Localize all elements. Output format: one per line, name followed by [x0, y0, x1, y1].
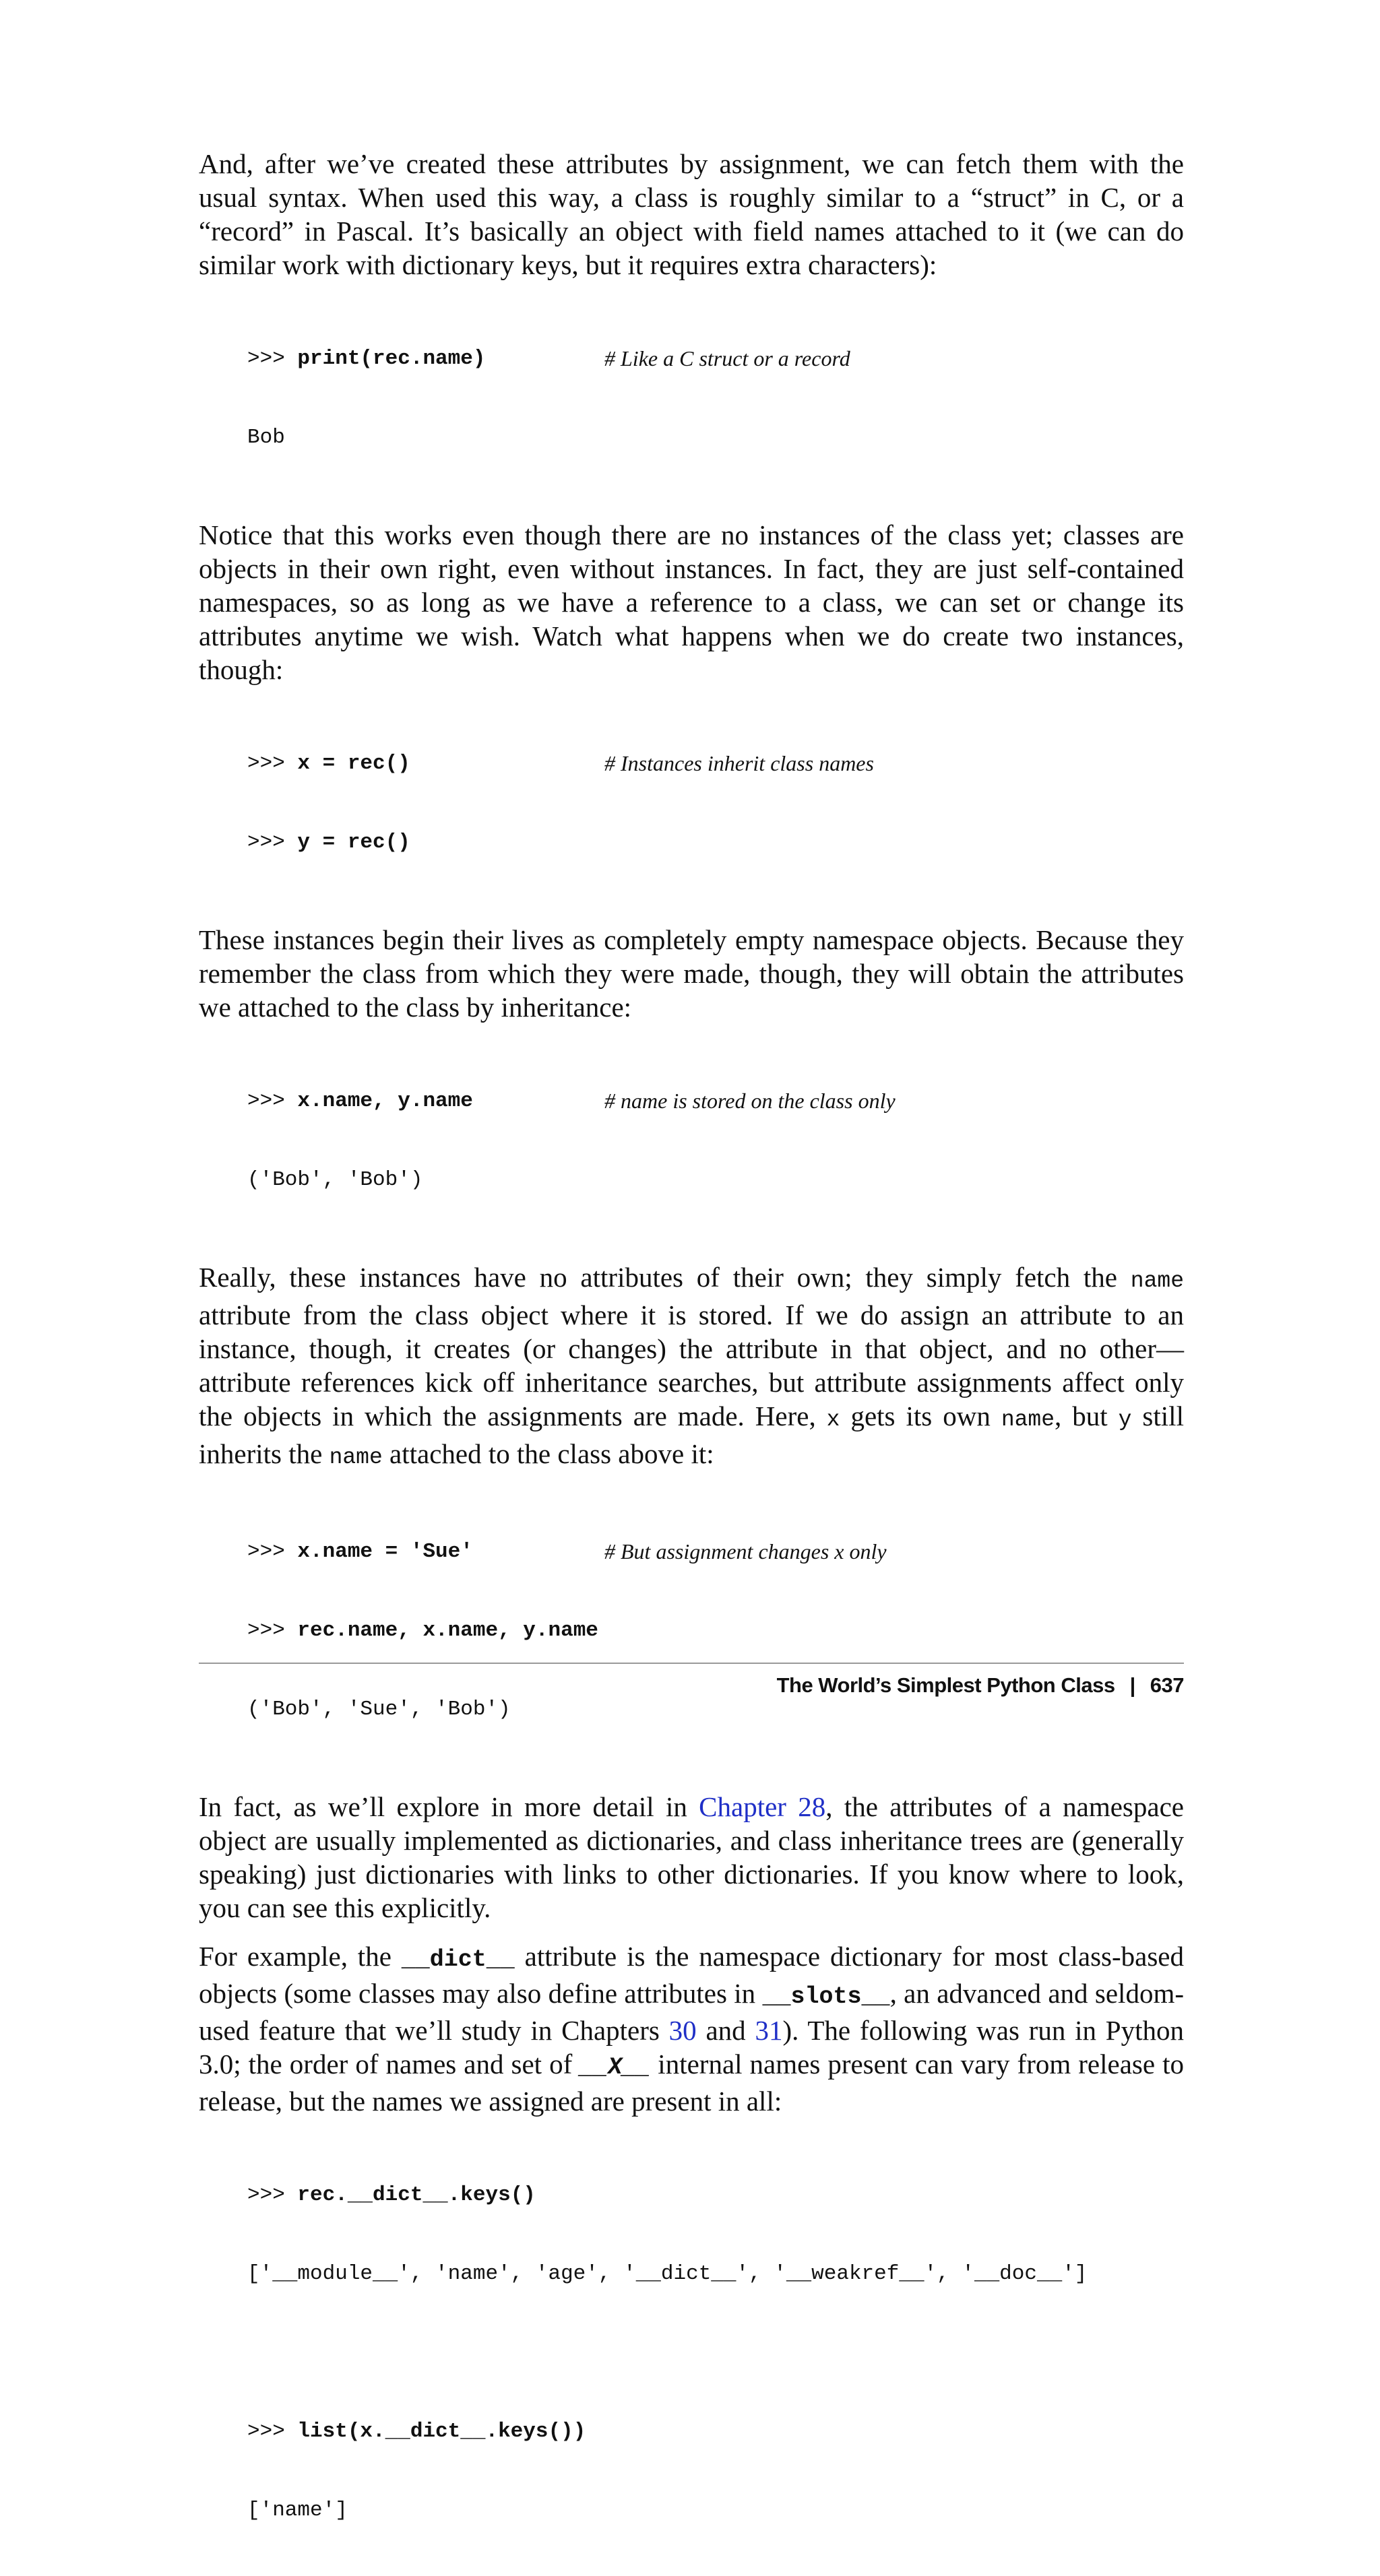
code-line: [247, 2418, 1184, 2445]
code-output: ('Bob', 'Sue', 'Bob'): [247, 1698, 511, 1721]
code-input: rec.name, x.name, y.name: [297, 1619, 598, 1642]
footer-separator: |: [1129, 1673, 1135, 1697]
code-spacer: [247, 2340, 1184, 2366]
code-prompt: >>>: [247, 831, 298, 854]
chapter-link[interactable]: 31: [755, 2015, 783, 2046]
code-prompt: >>>: [247, 752, 298, 775]
code-block: [247, 1486, 1184, 1775]
text-run: , the attributes of a namespace object are usually implemented as dictionaries, and class inheritance trees are (generally speaking) just dictionaries with links to other dictionaries. If you know where to look, you can see this explicitly.: [199, 1791, 1184, 1923]
code-comment: # Like a C struct or a record: [604, 346, 850, 371]
code-block: [247, 293, 1184, 503]
code-prompt: >>>: [247, 347, 298, 371]
code-output: ['__module__', 'name', 'age', '__dict__', '__weakref__', '__doc__']: [247, 2262, 1088, 2286]
code-output: Bob: [247, 426, 285, 449]
code-line: [247, 1539, 1184, 1565]
code-input: list(x.__dict__.keys()): [297, 2420, 586, 2443]
inline-code: name: [329, 1445, 383, 1470]
chapter-link[interactable]: 30: [668, 2015, 697, 2046]
inline-code: y: [1118, 1407, 1132, 1432]
code-prompt: >>>: [247, 2183, 298, 2207]
code-input: y = rec(): [297, 831, 410, 854]
inline-code: __X__: [579, 2054, 651, 2081]
text-run: and: [696, 2015, 755, 2046]
text-run: , but: [1055, 1400, 1119, 1431]
text-run: , an advanced and seldom-used feature that we’ll study in Chapters: [199, 1978, 1184, 2046]
code-input: x = rec(): [297, 752, 410, 775]
code-block: [247, 1035, 1184, 1246]
footer-divider: [199, 1663, 1184, 1664]
code-line: [247, 2182, 1184, 2208]
running-title: The World’s Simplest Python Class: [776, 1673, 1115, 1697]
code-line: [247, 829, 1184, 856]
code-input: x.name = 'Sue': [297, 1540, 473, 1564]
code-block: [247, 2129, 1184, 2576]
page-number: 637: [1150, 1673, 1184, 1697]
code-line: [247, 750, 1184, 777]
text-run: internal names present can vary from release to release, but the names we assigned are present in all:: [199, 2049, 1184, 2117]
code-comment: # But assignment changes x only: [604, 1539, 887, 1564]
code-comment: # Instances inherit class names: [604, 751, 874, 775]
text-run: gets its own: [840, 1400, 1001, 1431]
text-run: ). The following was run in Python 3.0; the order of names and set of: [199, 2015, 1184, 2080]
code-prompt: >>>: [247, 2420, 298, 2443]
text-run: attribute from the class object where it is stored. If we do assign an attribute to an instance, though, it creates (or changes) the attribute in that object, and no other—attribute references kick off inheritance searches, but attribute assignments affect only the objects in which the assignments are made. Here,: [199, 1299, 1184, 1431]
code-prompt: >>>: [247, 1089, 298, 1113]
code-line: [247, 346, 1184, 372]
text-run: For example, the: [199, 1941, 402, 1972]
paragraph: These instances begin their lives as completely empty namespace objects. Because they remember the class from which they were made, though, they will obtain the attributes we attached to the class by inheritance:: [199, 924, 1184, 1023]
paragraph: And, after we’ve created these attributes by assignment, we can fetch them with the usual syntax. When used this way, a class is roughly similar to a “struct” in C, or a “record” in Pascal. It’s basically an object with field names attached to it (we can do similar work with dictionary keys, but it requires extra characters):: [199, 148, 1184, 280]
code-input: rec.__dict__.keys(): [297, 2183, 536, 2207]
text-run: Really, these instances have no attributes of their own; they simply fetch the: [199, 1262, 1131, 1293]
paragraph: [199, 1790, 1184, 1925]
code-block: [247, 698, 1184, 908]
text-run: still inherits the: [199, 1400, 1184, 1469]
inline-code: name: [1130, 1268, 1184, 1293]
paragraph: [199, 1939, 1184, 2118]
chapter-link[interactable]: Chapter 28: [699, 1791, 826, 1822]
inline-code: x: [826, 1407, 840, 1432]
inline-code: __dict__: [401, 1946, 515, 1973]
code-line: [247, 1088, 1184, 1114]
text-run: In fact, as we’ll explore in more detail in: [199, 1791, 699, 1822]
inline-code: name: [1001, 1407, 1055, 1432]
code-output: ['name']: [247, 2499, 348, 2522]
text-run: attached to the class above it:: [382, 1438, 714, 1469]
text-run: attribute is the namespace dictionary for most class-based objects (some classes may also define attributes in: [199, 1941, 1184, 2009]
inline-code: __slots__: [762, 1983, 890, 2010]
code-input: print(rec.name): [297, 347, 486, 371]
paragraph: [199, 1260, 1184, 1475]
code-prompt: >>>: [247, 1619, 298, 1642]
paragraph: Notice that this works even though there are no instances of the class yet; classes are objects in their own right, even without instances. In fact, they are just self-contained namespaces, so as long as we have a reference to a class, we can set or change its attributes anytime we wish. Watch what happens when we do create two instances, though:: [199, 519, 1184, 685]
code-prompt: >>>: [247, 1540, 298, 1564]
code-input: x.name, y.name: [297, 1089, 473, 1113]
page-content: [199, 147, 1184, 2576]
code-line: [247, 1617, 1184, 1644]
page-footer: [777, 1673, 1184, 1698]
code-comment: # name is stored on the class only: [604, 1089, 896, 1113]
code-output: ('Bob', 'Bob'): [247, 1168, 423, 1192]
